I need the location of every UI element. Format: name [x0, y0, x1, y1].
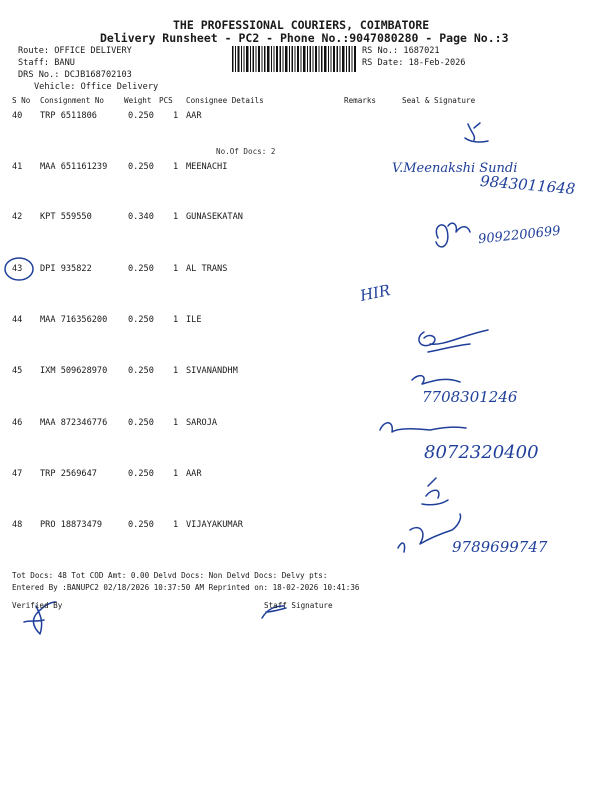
rs-number: RS No.: 1687021 — [362, 46, 440, 56]
row-pcs: 1 — [173, 418, 179, 428]
row-pcs: 1 — [173, 111, 179, 121]
drs-field: DRS No.: DCJB168702103 — [18, 70, 132, 80]
row-weight: 0.250 — [128, 315, 154, 325]
row-weight: 0.250 — [128, 418, 154, 428]
handwritten-phone: 7708301246 — [422, 388, 518, 406]
row-pcs: 1 — [173, 366, 179, 376]
row-weight: 0.250 — [128, 111, 154, 121]
row-pcs: 1 — [173, 162, 179, 172]
row-pcs: 1 — [173, 520, 179, 530]
col-remarks: Remarks — [344, 96, 377, 105]
signature-row-40 — [465, 123, 488, 142]
row-sno: 44 — [12, 315, 23, 325]
row-sno: 42 — [12, 212, 23, 222]
row-weight: 0.250 — [128, 162, 154, 172]
col-sno: S No — [12, 96, 31, 105]
staff-signature-label: Staff Signature — [264, 601, 333, 610]
col-pcs: PCS — [159, 96, 173, 105]
row-consignee: AAR — [186, 111, 202, 121]
row-consignment: DPI 935822 — [40, 264, 92, 274]
row-pcs: 1 — [173, 469, 179, 479]
row-consignment: PRO 18873479 — [40, 520, 103, 530]
row-sno: 48 — [12, 520, 23, 530]
row-consignment: TRP 6511806 — [40, 111, 97, 121]
row-doc-count: No.Of Docs: 2 — [216, 147, 276, 156]
col-seal-signature: Seal & Signature — [402, 96, 476, 105]
company-name: THE PROFESSIONAL COURIERS, COIMBATORE — [173, 18, 430, 32]
row-weight: 0.250 — [128, 264, 154, 274]
totals-line: Tot Docs: 48 Tot COD Amt: 0.00 Delvd Docs: Non Delvd Docs: Delvy pts: — [12, 571, 328, 580]
handwritten-phone: 9843011648 — [479, 171, 577, 199]
handwritten-phone: 9789699747 — [452, 538, 548, 556]
col-consignee: Consignee Details — [186, 96, 264, 105]
row-weight: 0.250 — [128, 366, 154, 376]
row-sno: 41 — [12, 162, 23, 172]
verified-by-label: Verified By — [12, 601, 63, 610]
circle-mark — [5, 258, 33, 280]
row-consignment: MAA 872346776 — [40, 418, 108, 428]
handwritten-phone: 8072320400 — [424, 442, 539, 463]
row-sno: 40 — [12, 111, 23, 121]
row-consignment: IXM 509628970 — [40, 366, 108, 376]
row-consignment: KPT 559550 — [40, 212, 92, 222]
row-consignee: AL TRANS — [186, 264, 228, 274]
row-sno: 47 — [12, 469, 23, 479]
row-consignee: VIJAYAKUMAR — [186, 520, 243, 530]
col-weight: Weight — [124, 96, 152, 105]
signature-row-47 — [422, 478, 448, 505]
row-consignee: ILE — [186, 315, 202, 325]
handwritten-signature: V.Meenakshi Sundi — [392, 161, 518, 176]
entered-by-line: Entered By :BANUPC2 02/18/2026 10:37:50 AM Reprinted on: 18-02-2026 10:41:36 — [12, 583, 360, 592]
row-pcs: 1 — [173, 315, 179, 325]
col-consignment: Consignment No — [40, 96, 105, 105]
row-pcs: 1 — [173, 264, 179, 274]
signature-row-46 — [380, 423, 466, 432]
runsheet-subtitle: Delivery Runsheet - PC2 - Phone No.:9047080280 - Page No.:3 — [100, 31, 509, 45]
row-weight: 0.340 — [128, 212, 154, 222]
row-consignee: GUNASEKATAN — [186, 212, 243, 222]
handwritten-phone: 9092200699 — [477, 223, 562, 248]
row-consignment: MAA 651161239 — [40, 162, 108, 172]
signature-row-42 — [436, 223, 470, 247]
row-consignment: MAA 716356200 — [40, 315, 108, 325]
row-consignee: AAR — [186, 469, 202, 479]
row-weight: 0.250 — [128, 469, 154, 479]
row-sno: 46 — [12, 418, 23, 428]
row-consignee: SIVANANDHM — [186, 366, 238, 376]
row-pcs: 1 — [173, 212, 179, 222]
handwritten-remark: HIR — [358, 281, 392, 305]
signature-row-45b — [412, 376, 460, 384]
staff-field: Staff: BANU — [18, 58, 75, 68]
rs-date: RS Date: 18-Feb-2026 — [362, 58, 466, 68]
row-consignment: TRP 2569647 — [40, 469, 97, 479]
row-consignee: SAROJA — [186, 418, 218, 428]
row-sno: 43 — [12, 264, 23, 274]
signature-row-45 — [419, 330, 488, 352]
row-sno: 45 — [12, 366, 23, 376]
vehicle-field: Vehicle: Office Delivery — [34, 82, 159, 92]
row-consignee: MEENACHI — [186, 162, 228, 172]
route-field: Route: OFFICE DELIVERY — [18, 46, 132, 56]
row-weight: 0.250 — [128, 520, 154, 530]
